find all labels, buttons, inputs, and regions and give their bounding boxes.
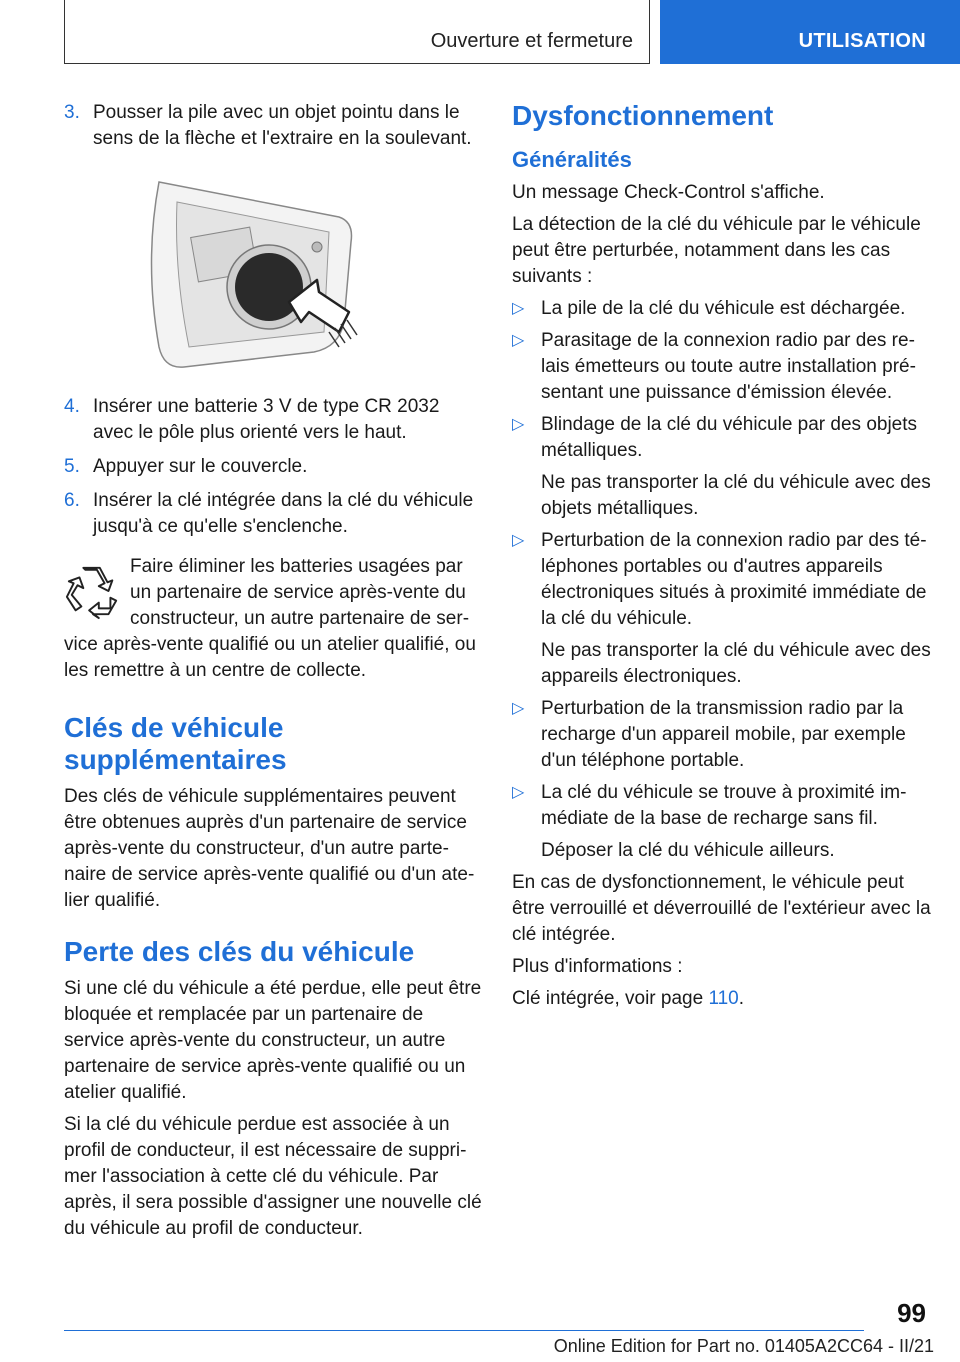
step-item [64, 454, 482, 480]
recycle-note-text: Faire éliminer les batteries usagées par un partenaire de service après-vente du constructeur, un autre partenaire de service après-vente qualifié ou un atelier qualifié, ou les remettre à un centre de collecte. [64, 556, 476, 681]
header-chapter-label: UTILISATION [798, 30, 926, 52]
heading-lost-keys: Perte des clés du véhicule [64, 936, 415, 967]
heading-extra-keys: Clés de véhicule supplémentaires [64, 712, 287, 775]
triangle-bullet-icon: ▷ [512, 532, 525, 549]
footer-divider [64, 1330, 864, 1331]
recycle-icon [64, 560, 122, 622]
step-item [64, 488, 482, 540]
list-item [512, 780, 932, 832]
footer-edition: Online Edition for Part no. 01405A2CC64 - II/21 [553, 1336, 934, 1356]
list-item-text: Parasitage de la connexion radio par des relais émetteurs ou toute autre installation présentant une puissance d'émission élevée. [541, 330, 916, 403]
steps-list-a [64, 100, 482, 152]
list-item-text: Perturbation de la transmission radio par la recharge d'un appareil mobile, par exemple d'un téléphone portable. [541, 698, 906, 771]
paragraph-reference [512, 986, 932, 1012]
reference-page-link[interactable]: 110 [708, 988, 739, 1009]
heading-general: Généralités [512, 147, 632, 172]
triangle-bullet-icon: ▷ [512, 700, 525, 717]
header-section-title: Ouverture et fermeture [430, 30, 633, 52]
triangle-bullet-icon: ▷ [512, 784, 525, 801]
list-item-text: La pile de la clé du véhicule est déchargée. [541, 298, 906, 319]
step-number: 5. [64, 456, 80, 477]
header-section-box [64, 0, 650, 64]
malfunction-cases-list [512, 296, 932, 864]
list-item-advice: Ne pas transporter la clé du véhicule avec des objets métalliques. [541, 472, 931, 519]
page-number: 99 [897, 1298, 926, 1328]
step-text: Pousser la pile avec un objet pointu dans le sens de la flèche et l'extraire en la soulevant. [93, 102, 472, 149]
list-item [512, 296, 932, 322]
list-item-advice: Déposer la clé du véhicule ailleurs. [541, 840, 835, 861]
step-text: Appuyer sur le couvercle. [93, 456, 308, 477]
step-text: Insérer la clé intégrée dans la clé du véhicule jusqu'à ce qu'elle s'enclenche. [93, 490, 474, 537]
recycle-note [64, 554, 482, 684]
step-number: 4. [64, 396, 80, 417]
list-item-text: Perturbation de la connexion radio par des téléphones portables ou d'autres appareils électroniques situés à proximité immédiate de la clé du véhicule. [541, 530, 927, 629]
left-column [64, 100, 482, 1248]
reference-suffix: . [738, 988, 745, 1009]
steps-list-b [64, 394, 482, 540]
reference-prefix: Clé intégrée, voir page [512, 988, 709, 1009]
list-item [512, 696, 932, 774]
paragraph-detection: La détection de la clé du véhicule par le véhicule peut être perturbée, notamment dans les cas suivants : [512, 214, 921, 287]
list-item [512, 412, 932, 464]
step-number: 3. [64, 102, 80, 123]
list-item [512, 328, 932, 406]
header-chapter-tab[interactable] [660, 0, 960, 64]
triangle-bullet-icon: ▷ [512, 416, 525, 433]
step-text: Insérer une batterie 3 V de type CR 2032 avec le pôle plus orienté vers le haut. [93, 396, 440, 443]
list-item [512, 528, 932, 632]
triangle-bullet-icon: ▷ [512, 300, 525, 317]
triangle-bullet-icon: ▷ [512, 332, 525, 349]
list-item-text: Blindage de la clé du véhicule par des objets métalliques. [541, 414, 918, 461]
key-battery-illustration [139, 172, 359, 372]
paragraph-fallback: En cas de dysfonctionnement, le véhicule peut être verrouillé et déverrouillé de l'extérieur avec la clé intégrée. [512, 872, 931, 945]
paragraph-extra-keys: Des clés de véhicule supplémentaires peuvent être obtenues auprès d'un partenaire de service après-vente du constructeur, d'un autre partenaire de service après-vente qualifié ou d'un atelier qualifié. [64, 786, 475, 911]
paragraph-more-info: Plus d'informations : [512, 956, 683, 977]
step-item [64, 100, 482, 152]
list-item-text: La clé du véhicule se trouve à proximité immédiate de la base de recharge sans fil. [541, 782, 907, 829]
right-column [512, 100, 932, 1018]
step-number: 6. [64, 490, 80, 511]
paragraph-check-control: Un message Check-Control s'affiche. [512, 182, 825, 203]
heading-malfunction: Dysfonctionnement [512, 100, 774, 131]
paragraph-lost-keys-1: Si une clé du véhicule a été perdue, elle peut être bloquée et remplacée par un partenaire de service après-vente du constructeur, un autre partenaire de service après-vente qualifié ou un atelier qualifié. [64, 978, 482, 1103]
step-item [64, 394, 482, 446]
paragraph-lost-keys-2: Si la clé du véhicule perdue est associée à un profil de conducteur, il est nécessaire de supprimer l'association à cette clé du véhicule. Par après, il sera possible d'assigner une nouvelle clé du véhicule au profil de conducteur. [64, 1114, 482, 1239]
list-item-advice: Ne pas transporter la clé du véhicule avec des appareils électroniques. [541, 640, 931, 687]
